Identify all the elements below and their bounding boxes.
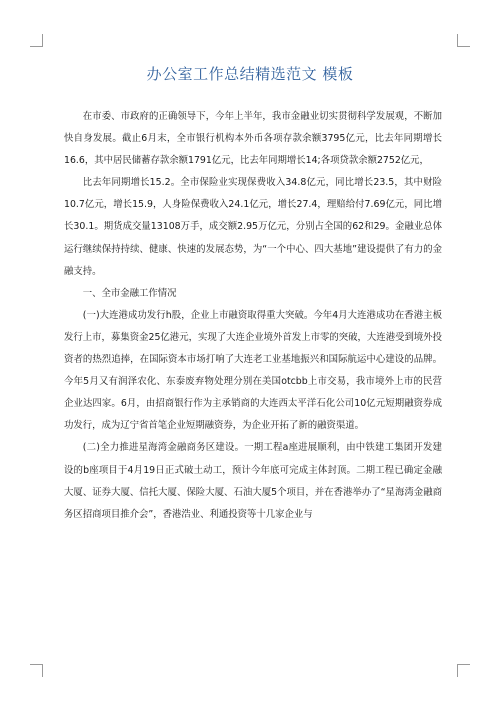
document-title: 办公室工作总结精选范文 模板	[146, 65, 354, 83]
crop-mark-top-left	[30, 34, 43, 47]
crop-mark-top-right	[457, 34, 470, 47]
crop-mark-bottom-left	[30, 664, 43, 677]
crop-mark-bottom-right	[457, 664, 470, 677]
paragraph-listing: (一)大连港成功发行h股，企业上市融资取得重大突破。今年4月大连港成功在香港主板发行上市，募集资金25亿港元，实现了大连企业境外首发上市零的突破，大连港受到境外投资者的热烈追捧，在国际资本市场打响了大连老工业基地振兴和国际航运中心建设的品牌。今年5月又有润泽农化、东泰废弃物处理分别在美国otcbb上市交易，我市境外上市的民营企业达四家。6月，由招商银行作为主承销商的大连西太平洋石化公司10亿元短期融资券成功发行，成为辽宁省首笔企业短期融资券，为企业开拓了新的融资渠道。	[64, 309, 442, 432]
section-heading: 一、全市金融工作情况	[82, 287, 177, 299]
paragraph-intro: 在市委、市政府的正确领导下，今年上半年，我市金融业切实贯彻科学发展观，不断加快自身发展。截止6月末，全市银行机构本外币各项存款余额3795亿元，比去年同期增长16.6，其中居民储蓄存款余额1791亿元，比去年同期增长14;各项贷款余额2752亿元，	[64, 111, 442, 167]
paragraph-insurance: 比去年同期增长15.2。全市保险业实现保费收入34.8亿元，同比增长23.5，其中财险10.7亿元，增长15.9，人身险保费收入24.1亿元，增长27.4，理赔给付7.69亿元，同比增长30.1。期货成交量13108万手，成交额2.95万亿元，分别占全国的62和29。金融业总体运行继续保持持续、健康、快速的发展态势，为“一个中心、四大基地”建设提供了有力的金融支持。	[64, 177, 442, 277]
paragraph-business-district: (二)全力推进星海湾金融商务区建设。一期工程a座进展顺利，由中铁建工集团开发建设的b座项目于4月19日正式破土动工，预计今年底可完成主体封顶。二期工程已确定金融大厦、证券大厦、信托大厦、保险大厦、石油大厦5个项目，并在香港举办了“星海湾金融商务区招商项目推介会”，香港浩业、利通投资等十几家企业与	[64, 442, 442, 520]
document-body	[64, 106, 442, 526]
